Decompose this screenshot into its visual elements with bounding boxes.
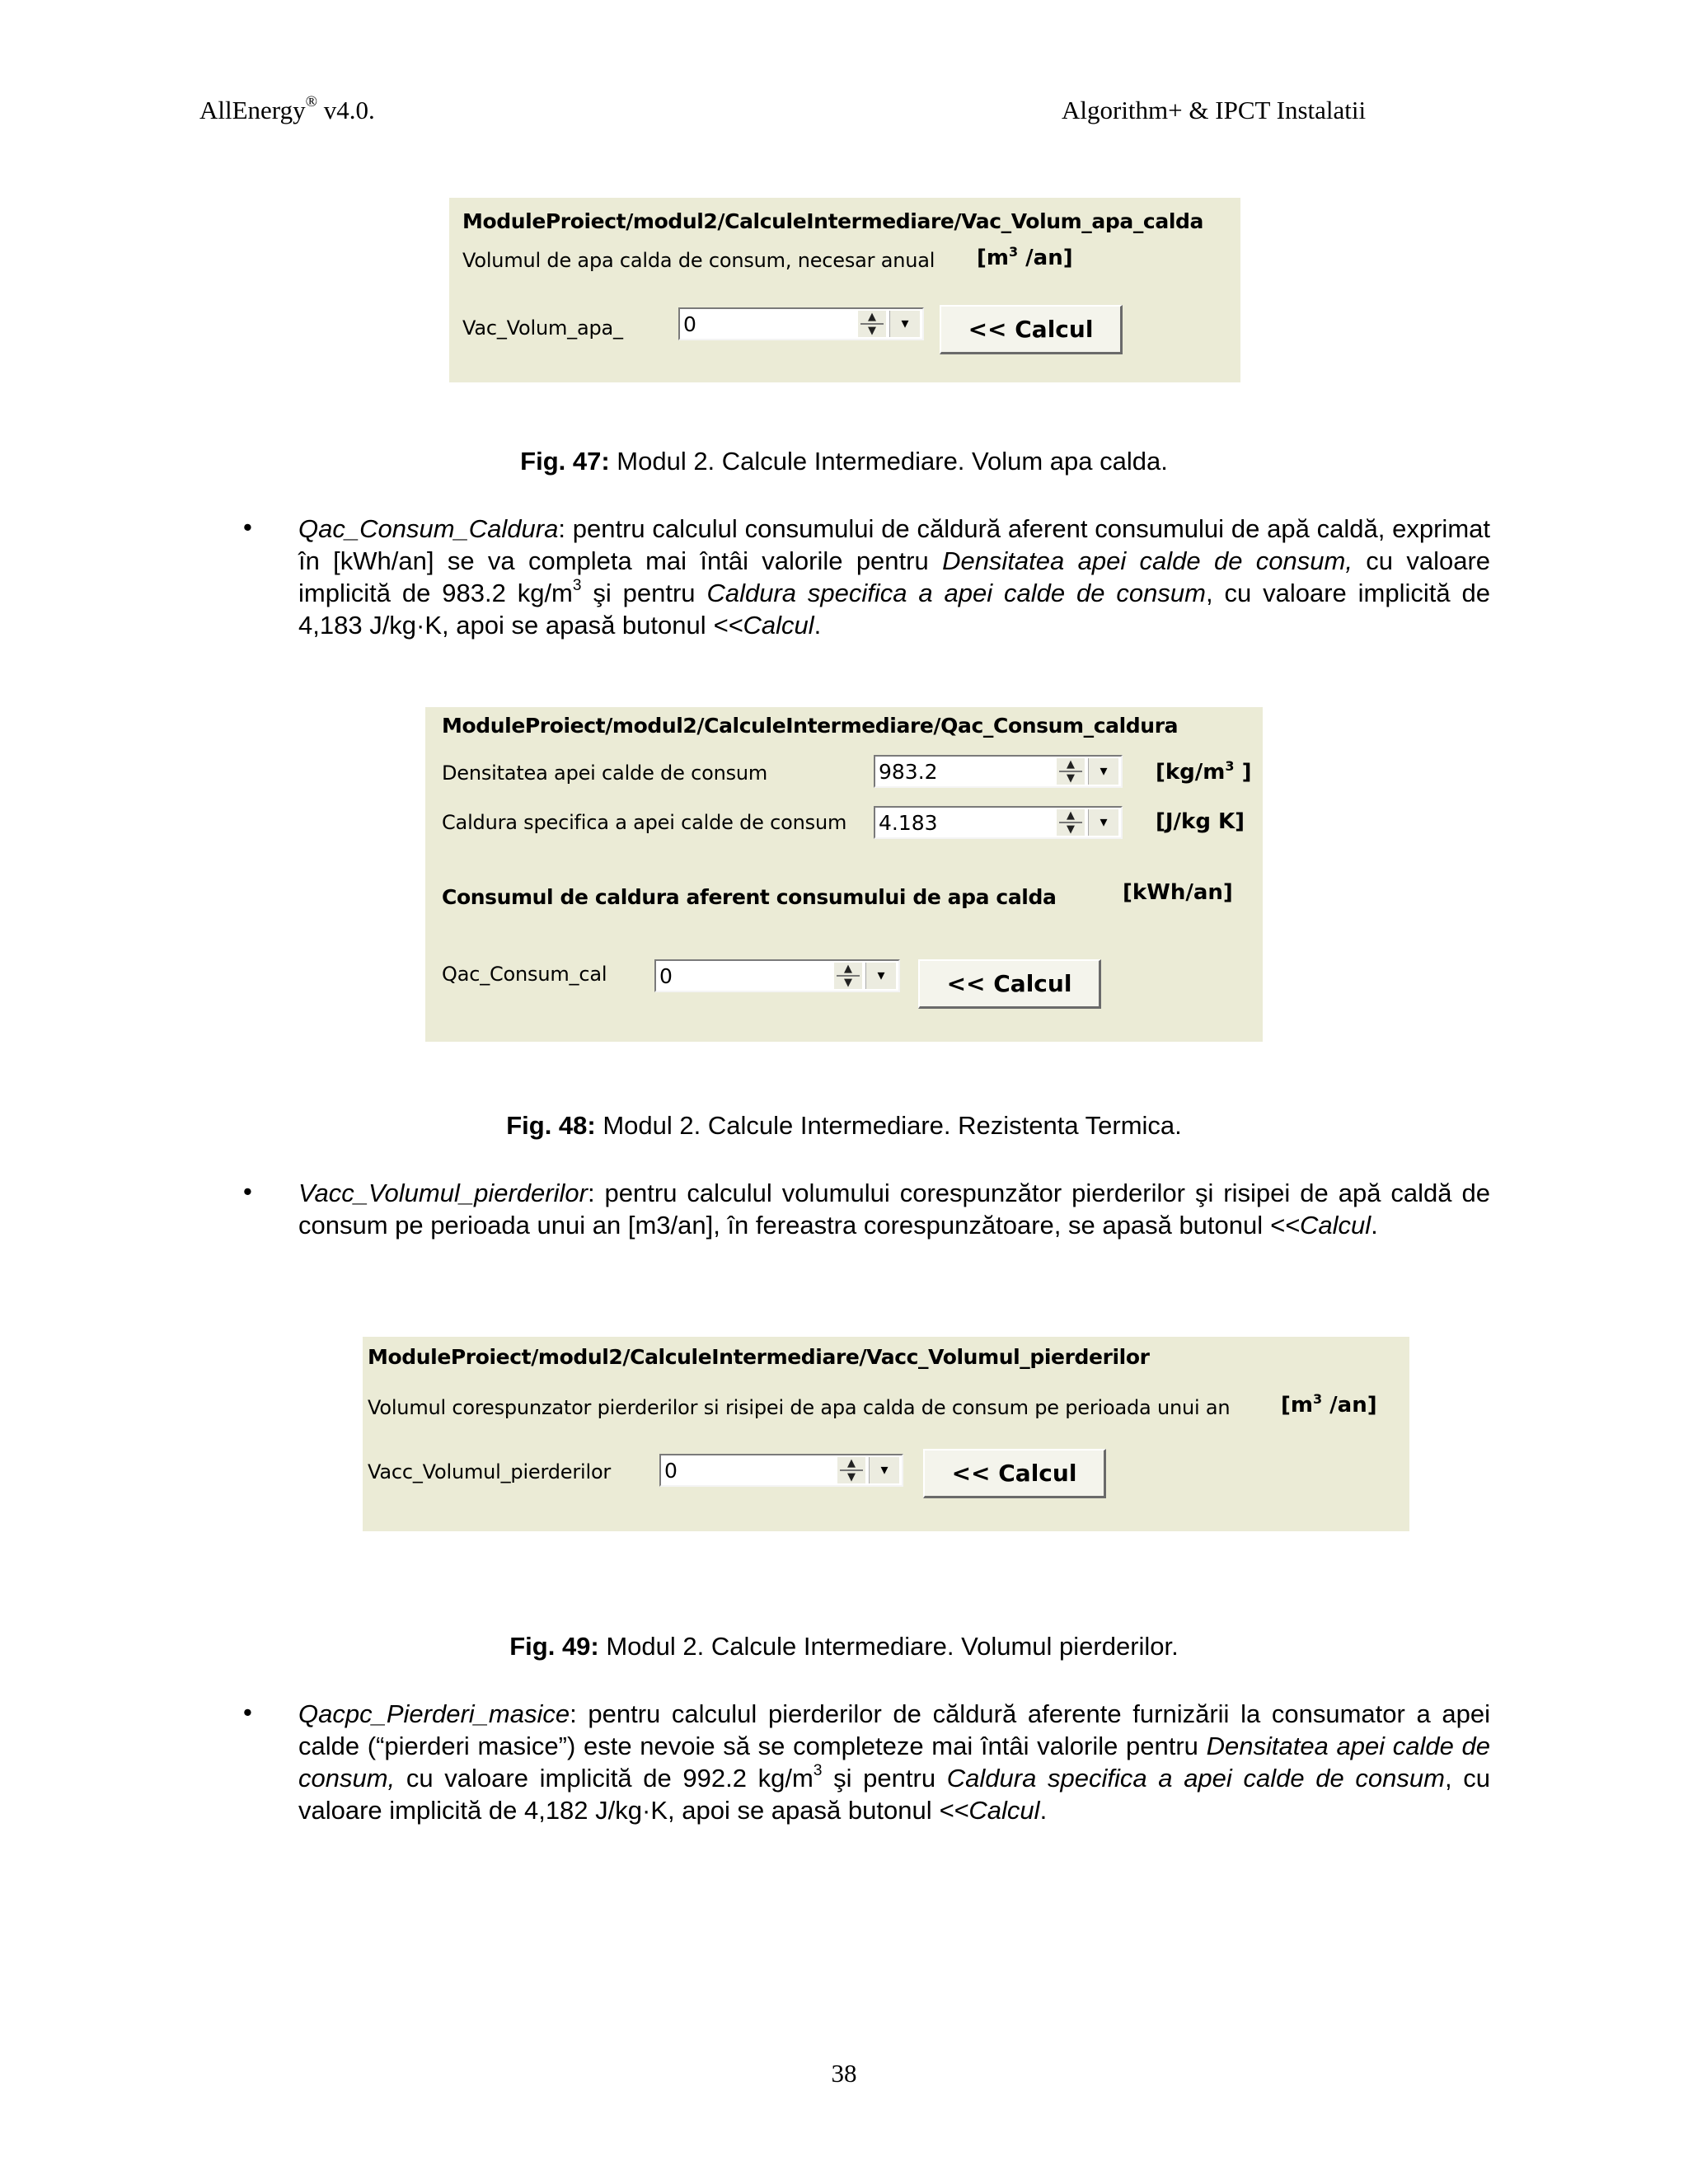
- qac-consum-input[interactable]: [658, 963, 834, 989]
- bullet-paragraph-qac-consum: Qac_Consum_Caldura: pentru calculul consumului de căldură aferent consumului de apă caldă, exprimat în [kWh/an] se va completa mai întâi valorile pentru Densitatea apei calde de consum, cu valoare implicită de 983.2 $kg/m^3$ şi pentru Caldura specifica a apei calde de consum, cu valoare implicită de 4,183 J/kg·K, apoi se apasă butonul <<Calcul.: [298, 514, 1491, 640]
- density-spinbox[interactable]: [874, 755, 1123, 788]
- fig49-panel: [363, 1337, 1409, 1531]
- calcul-button[interactable]: << Calcul: [918, 959, 1101, 1009]
- calcul-button[interactable]: << Calcul: [940, 305, 1123, 354]
- spin-updown-icon[interactable]: ▲ ▼: [837, 1457, 865, 1483]
- dropdown-arrow-icon[interactable]: ▾: [889, 311, 920, 337]
- figure-number: Fig. 48:: [506, 1111, 596, 1140]
- bullet-paragraph-vacc-volumul: Vacc_Volumul_pierderilor: pentru calculul volumului corespunzător pierderilor şi risipei de apă caldă de consum pe perioada unui an [m3/an], în fereastra corespunzătoare, se apasă butonul <<Calcul.: [298, 1179, 1490, 1240]
- density-label: Densitatea apei calde de consum: [442, 762, 768, 785]
- spin-updown-icon[interactable]: ▲ ▼: [1057, 809, 1085, 836]
- figure-number: Fig. 47:: [520, 447, 610, 476]
- registered-mark: ®: [305, 93, 318, 110]
- bullet-symbol: •: [243, 1177, 252, 1206]
- vac-volum-spinbox[interactable]: [678, 307, 924, 340]
- running-header-right: Algorithm+ & IPCT Instalatii: [1062, 96, 1367, 124]
- product-name: AllEnergy: [199, 96, 306, 124]
- spin-updown-icon[interactable]: ▲ ▼: [834, 963, 862, 989]
- dropdown-arrow-icon[interactable]: ▾: [1088, 758, 1118, 785]
- figure-caption: Fig. 48: Modul 2. Calcule Intermediare. Rezistenta Termica.: [506, 1111, 1182, 1140]
- panel-description: Volumul corespunzator pierderilor si risipei de apa calda de consum pe perioada unui an: [368, 1396, 1231, 1419]
- density-unit: [$kg/m^3$ ]: [1156, 758, 1252, 785]
- result-unit: [kWh/an]: [1123, 880, 1233, 905]
- dropdown-arrow-icon[interactable]: ▾: [869, 1457, 899, 1483]
- bullet-paragraph-qacpc-pierderi: Qacpc_Pierderi_masice: pentru calculul pierderilor de căldură aferente furnizării la consumator a apei calde (“pierderi masice”) este nevoie să se completeze mai întâi valorile pentru Densitatea apei calde de consum, cu valoare implicită de 992.2 $kg/m^3$ şi pentru Caldura specifica a apei calde de consum, cu valoare implicită de 4,182 J/kg·K, apoi se apasă butonul <<Calcul.: [298, 1699, 1490, 1825]
- fig47-panel: [449, 198, 1240, 382]
- panel-title: ModuleProiect/modul2/CalculeIntermediare/Vac_Volum_apa_calda: [462, 209, 1203, 233]
- figure-caption: Fig. 49: Modul 2. Calcule Intermediare. Volumul pierderilor.: [509, 1632, 1179, 1661]
- spin-updown-icon[interactable]: ▲ ▼: [1057, 758, 1085, 785]
- field-label: Vacc_Volumul_pierderilor: [368, 1460, 612, 1483]
- panel-title: ModuleProiect/modul2/CalculeIntermediare/Vacc_Volumul_pierderilor: [368, 1345, 1150, 1369]
- specific-heat-unit: [J/kg K]: [1156, 809, 1245, 834]
- fig48-panel: [425, 707, 1263, 1042]
- specific-heat-input[interactable]: [877, 809, 1057, 836]
- specific-heat-spinbox[interactable]: [874, 806, 1123, 839]
- unit-label: [$m^3$ /an]: [1281, 1391, 1377, 1418]
- page-number: 38: [831, 2059, 857, 2088]
- field-label: Qac_Consum_cal: [442, 963, 607, 986]
- spin-updown-icon[interactable]: ▲ ▼: [858, 311, 886, 337]
- panel-description: Volumul de apa calda de consum, necesar anual: [462, 249, 935, 272]
- product-version: v4.0.: [323, 96, 375, 124]
- bullet-symbol: •: [243, 513, 252, 541]
- density-input[interactable]: [877, 758, 1057, 785]
- dropdown-arrow-icon[interactable]: ▾: [1088, 809, 1118, 836]
- unit-label: [$m^3$ /an]: [977, 244, 1073, 270]
- figure-number: Fig. 49:: [509, 1632, 599, 1661]
- bullet-symbol: •: [243, 1698, 252, 1727]
- vacc-volumul-spinbox[interactable]: [659, 1454, 903, 1487]
- qac-consum-spinbox[interactable]: [654, 959, 900, 992]
- field-label: Vac_Volum_apa_: [462, 316, 623, 340]
- running-header-left: [199, 93, 375, 125]
- calcul-button[interactable]: << Calcul: [923, 1449, 1106, 1498]
- figure-caption: Fig. 47: Modul 2. Calcule Intermediare. Volum apa calda.: [520, 447, 1168, 476]
- result-label: Consumul de caldura aferent consumului de apa calda: [442, 885, 1057, 909]
- vac-volum-input[interactable]: [682, 311, 858, 337]
- specific-heat-label: Caldura specifica a apei calde de consum: [442, 811, 847, 834]
- panel-title: ModuleProiect/modul2/CalculeIntermediare/Qac_Consum_caldura: [442, 714, 1179, 738]
- dropdown-arrow-icon[interactable]: ▾: [865, 963, 896, 989]
- vacc-volumul-input[interactable]: [663, 1457, 837, 1483]
